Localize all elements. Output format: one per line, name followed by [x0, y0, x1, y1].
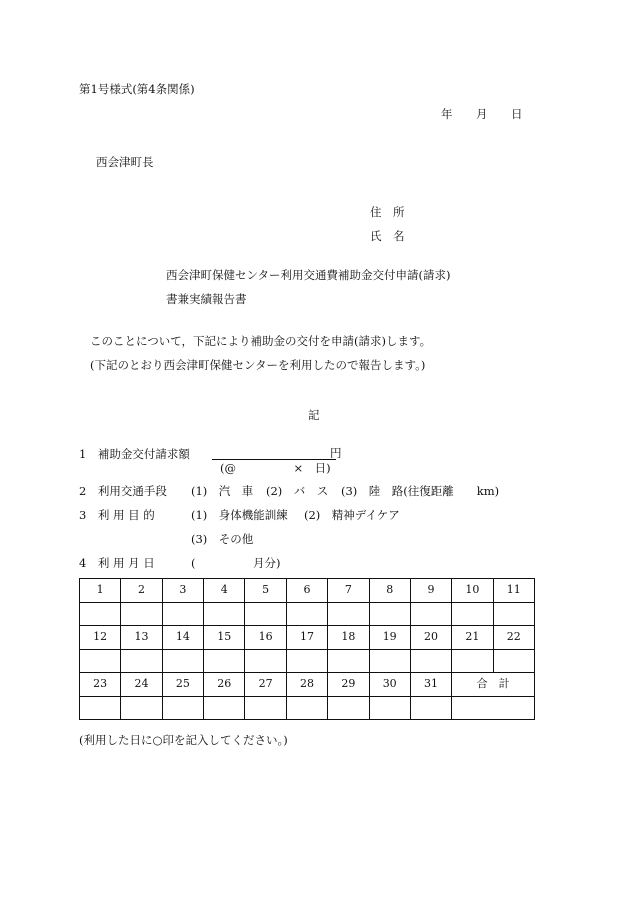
applicant-address-label: 住 所	[370, 205, 405, 219]
total-value-cell[interactable]	[452, 696, 535, 720]
day-header-cell: 14	[162, 626, 203, 650]
ki-heading: 記	[308, 408, 320, 422]
day-mark-cell[interactable]	[245, 649, 286, 673]
date-day-label: 日	[511, 107, 523, 121]
date-month-label: 月	[476, 107, 488, 121]
day-mark-cell[interactable]	[369, 649, 410, 673]
transport-train: (1) 汽 車	[191, 484, 254, 498]
day-mark-cell[interactable]	[369, 696, 410, 720]
day-header-cell: 13	[121, 626, 162, 650]
day-header-cell: 17	[286, 626, 327, 650]
day-mark-cell[interactable]	[204, 649, 245, 673]
day-mark-cell[interactable]	[286, 696, 327, 720]
table-row	[80, 626, 535, 650]
day-header-cell: 23	[80, 673, 121, 697]
day-header-cell: 22	[493, 626, 534, 650]
day-header-cell: 8	[369, 579, 410, 603]
month-suffix: 月分)	[253, 556, 281, 570]
table-row	[80, 696, 535, 720]
day-mark-cell[interactable]	[328, 602, 369, 626]
day-header-cell: 28	[286, 673, 327, 697]
day-mark-cell[interactable]	[369, 602, 410, 626]
purpose-mental-daycare: (2) 精神デイケア	[304, 508, 400, 522]
item4-label: 4 利 用 月 日	[79, 556, 155, 570]
day-header-cell: 15	[204, 626, 245, 650]
day-mark-cell[interactable]	[162, 602, 203, 626]
day-header-cell: 20	[410, 626, 451, 650]
item2-label: 2 利用交通手段	[79, 484, 167, 498]
day-header-cell: 16	[245, 626, 286, 650]
table-row	[80, 579, 535, 603]
amount-underline	[212, 459, 336, 460]
day-mark-cell[interactable]	[162, 649, 203, 673]
day-header-cell: 5	[245, 579, 286, 603]
day-mark-cell[interactable]	[245, 696, 286, 720]
day-mark-cell[interactable]	[410, 696, 451, 720]
day-mark-cell[interactable]	[452, 602, 493, 626]
day-header-cell: 11	[493, 579, 534, 603]
yen-label: 円	[330, 446, 342, 460]
day-mark-cell[interactable]	[80, 696, 121, 720]
unit-calc: (@ × 日)	[220, 461, 331, 475]
day-header-cell: 27	[245, 673, 286, 697]
day-mark-cell[interactable]	[121, 602, 162, 626]
table-row	[80, 673, 535, 697]
item1-label: 1 補助金交付請求額	[79, 447, 190, 461]
form-title-line1: 西会津町保健センター利用交通費補助金交付申請(請求)	[166, 268, 451, 282]
day-header-cell: 24	[121, 673, 162, 697]
day-header-cell: 29	[328, 673, 369, 697]
day-header-cell: 18	[328, 626, 369, 650]
day-header-cell: 9	[410, 579, 451, 603]
day-header-cell: 12	[80, 626, 121, 650]
day-mark-cell[interactable]	[410, 602, 451, 626]
day-header-cell: 7	[328, 579, 369, 603]
day-mark-cell[interactable]	[493, 649, 534, 673]
day-mark-cell[interactable]	[452, 649, 493, 673]
day-header-cell: 19	[369, 626, 410, 650]
usage-days-table	[79, 578, 535, 720]
day-header-cell: 4	[204, 579, 245, 603]
body-text-line1: このことについて，下記により補助金の交付を申請(請求)します。	[90, 334, 432, 348]
day-mark-cell[interactable]	[410, 649, 451, 673]
transport-bus: (2) バ ス	[266, 484, 329, 498]
day-header-cell: 1	[80, 579, 121, 603]
month-paren-open: (	[191, 556, 196, 570]
form-title-line2: 書兼実績報告書	[166, 292, 247, 306]
day-mark-cell[interactable]	[204, 602, 245, 626]
table-note: (利用した日に○印を記入してください。)	[79, 733, 288, 747]
table-row	[80, 602, 535, 626]
day-mark-cell[interactable]	[204, 696, 245, 720]
day-mark-cell[interactable]	[80, 649, 121, 673]
day-mark-cell[interactable]	[286, 602, 327, 626]
day-header-cell: 3	[162, 579, 203, 603]
day-mark-cell[interactable]	[121, 649, 162, 673]
day-header-cell: 6	[286, 579, 327, 603]
total-header-cell: 合 計	[452, 673, 535, 697]
applicant-name-label: 氏 名	[370, 229, 405, 243]
day-header-cell: 26	[204, 673, 245, 697]
day-header-cell: 30	[369, 673, 410, 697]
day-mark-cell[interactable]	[328, 649, 369, 673]
form-number: 第1号様式(第4条関係)	[79, 82, 195, 96]
date-year-label: 年	[441, 107, 453, 121]
transport-road: (3) 陸 路(往復距離 km)	[341, 484, 500, 498]
day-header-cell: 31	[410, 673, 451, 697]
day-mark-cell[interactable]	[328, 696, 369, 720]
day-header-cell: 21	[452, 626, 493, 650]
day-header-cell: 25	[162, 673, 203, 697]
day-mark-cell[interactable]	[245, 602, 286, 626]
item3-label: 3 利 用 目 的	[79, 508, 155, 522]
table-row	[80, 649, 535, 673]
day-header-cell: 2	[121, 579, 162, 603]
day-mark-cell[interactable]	[493, 602, 534, 626]
day-mark-cell[interactable]	[286, 649, 327, 673]
purpose-physical-training: (1) 身体機能訓練	[191, 508, 288, 522]
purpose-other: (3) その他	[191, 532, 254, 546]
body-text-line2: (下記のとおり西会津町保健センターを利用したので報告します。)	[90, 358, 426, 372]
day-header-cell: 10	[452, 579, 493, 603]
addressee: 西会津町長	[96, 155, 154, 169]
day-mark-cell[interactable]	[121, 696, 162, 720]
day-mark-cell[interactable]	[80, 602, 121, 626]
day-mark-cell[interactable]	[162, 696, 203, 720]
